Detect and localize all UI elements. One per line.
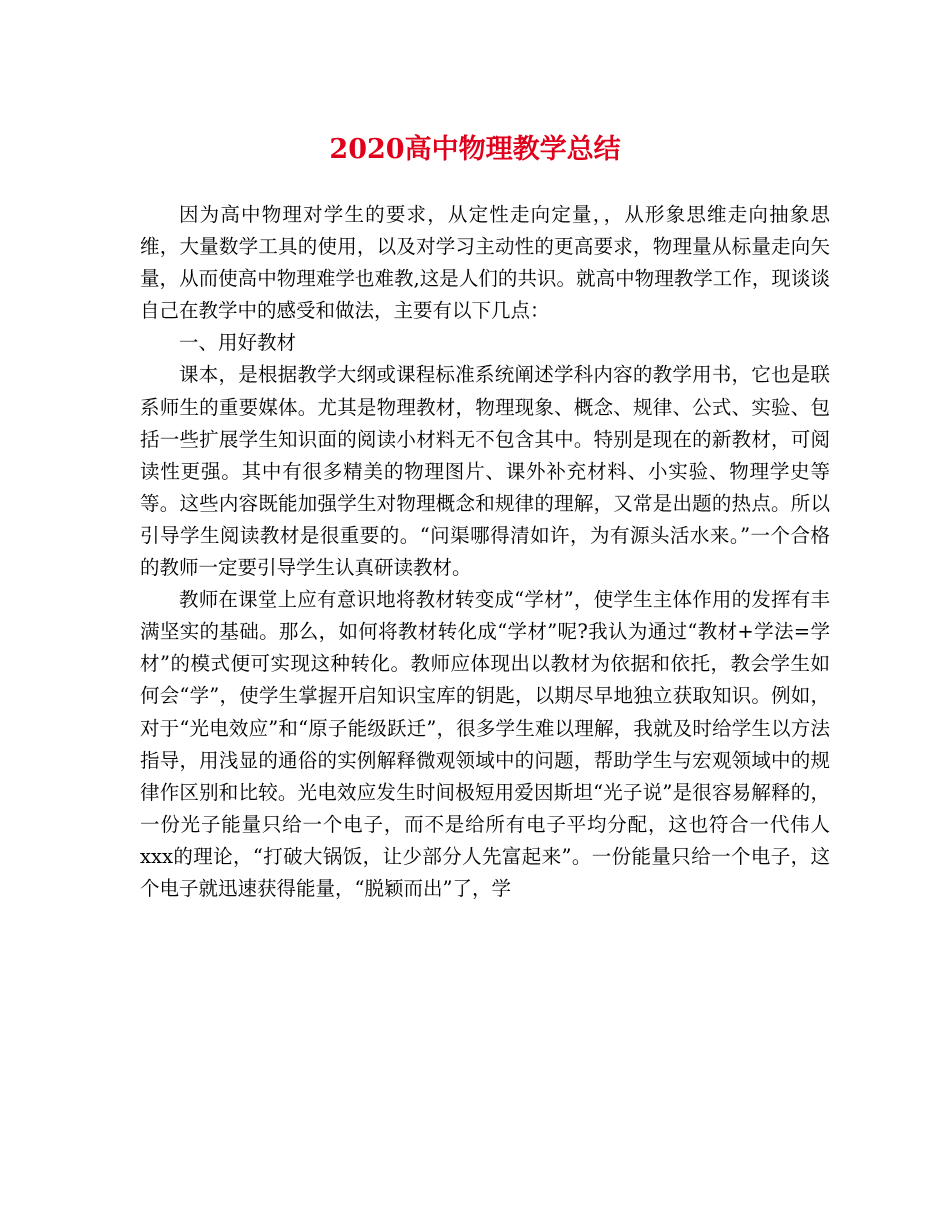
paragraph-learning-material: 教师在课堂上应有意识地将教材转变成“学材”，使学生主体作用的发挥有丰满坚实的基础。那么，如何将教材转化成“学材”呢?我认为通过“教材+学法=学材”的模式便可实现这种转化。教师应体现出以教材为依据和依托，教会学生如何会“学”，使学生掌握开启知识宝库的钥匙，以期尽早地独立获取知识。例如，对于“光电效应”和“原子能级跃迁”，很多学生难以理解，我就及时给学生以方法指导，用浅显的通俗的实例解释微观领域中的问题，帮助学生与宏观领域中的规律作区别和比较。光电效应发生时间极短用爱因斯坦“光子说”是很容易解释的，一份光子能量只给一个电子，而不是给所有电子平均分配，这也符合一代伟人xxx的理论，“打破大锅饭，让少部分人先富起来”。一份能量只给一个电子，这个电子就迅速获得能量，“脱颖而出”了，学 xyxy=(140,588,830,900)
paragraph-textbook: 课本，是根据教学大纲或课程标准系统阐述学科内容的教学用书，它也是联系师生的重要媒体。尤其是物理教材，物理现象、概念、规律、公式、实验、包括一些扩展学生知识面的阅读小材料无不包含其中。特别是现在的新教材，可阅读性更强。其中有很多精美的物理图片、课外补充材料、小实验、物理学史等等。这些内容既能加强学生对物理概念和规律的理解，又常是出题的热点。所以引导学生阅读教材是很重要的。“问渠哪得清如许，为有源头活水来。”一个合格的教师一定要引导学生认真研读教材。 xyxy=(140,363,830,580)
paragraph-intro: 因为高中物理对学生的要求，从定性走向定量，，从形象思维走向抽象思维，大量数学工具的使用，以及对学习主动性的更高要求，物理量从标量走向矢量，从而使高中物理难学也难教,这是人们的共识。就高中物理教学工作，现谈谈自己在教学中的感受和做法，主要有以下几点： xyxy=(140,203,830,323)
document-body xyxy=(140,199,830,905)
document-title: 2020高中物理教学总结 xyxy=(329,134,621,165)
section-heading-use-textbook: 一、用好教材 xyxy=(179,331,297,355)
